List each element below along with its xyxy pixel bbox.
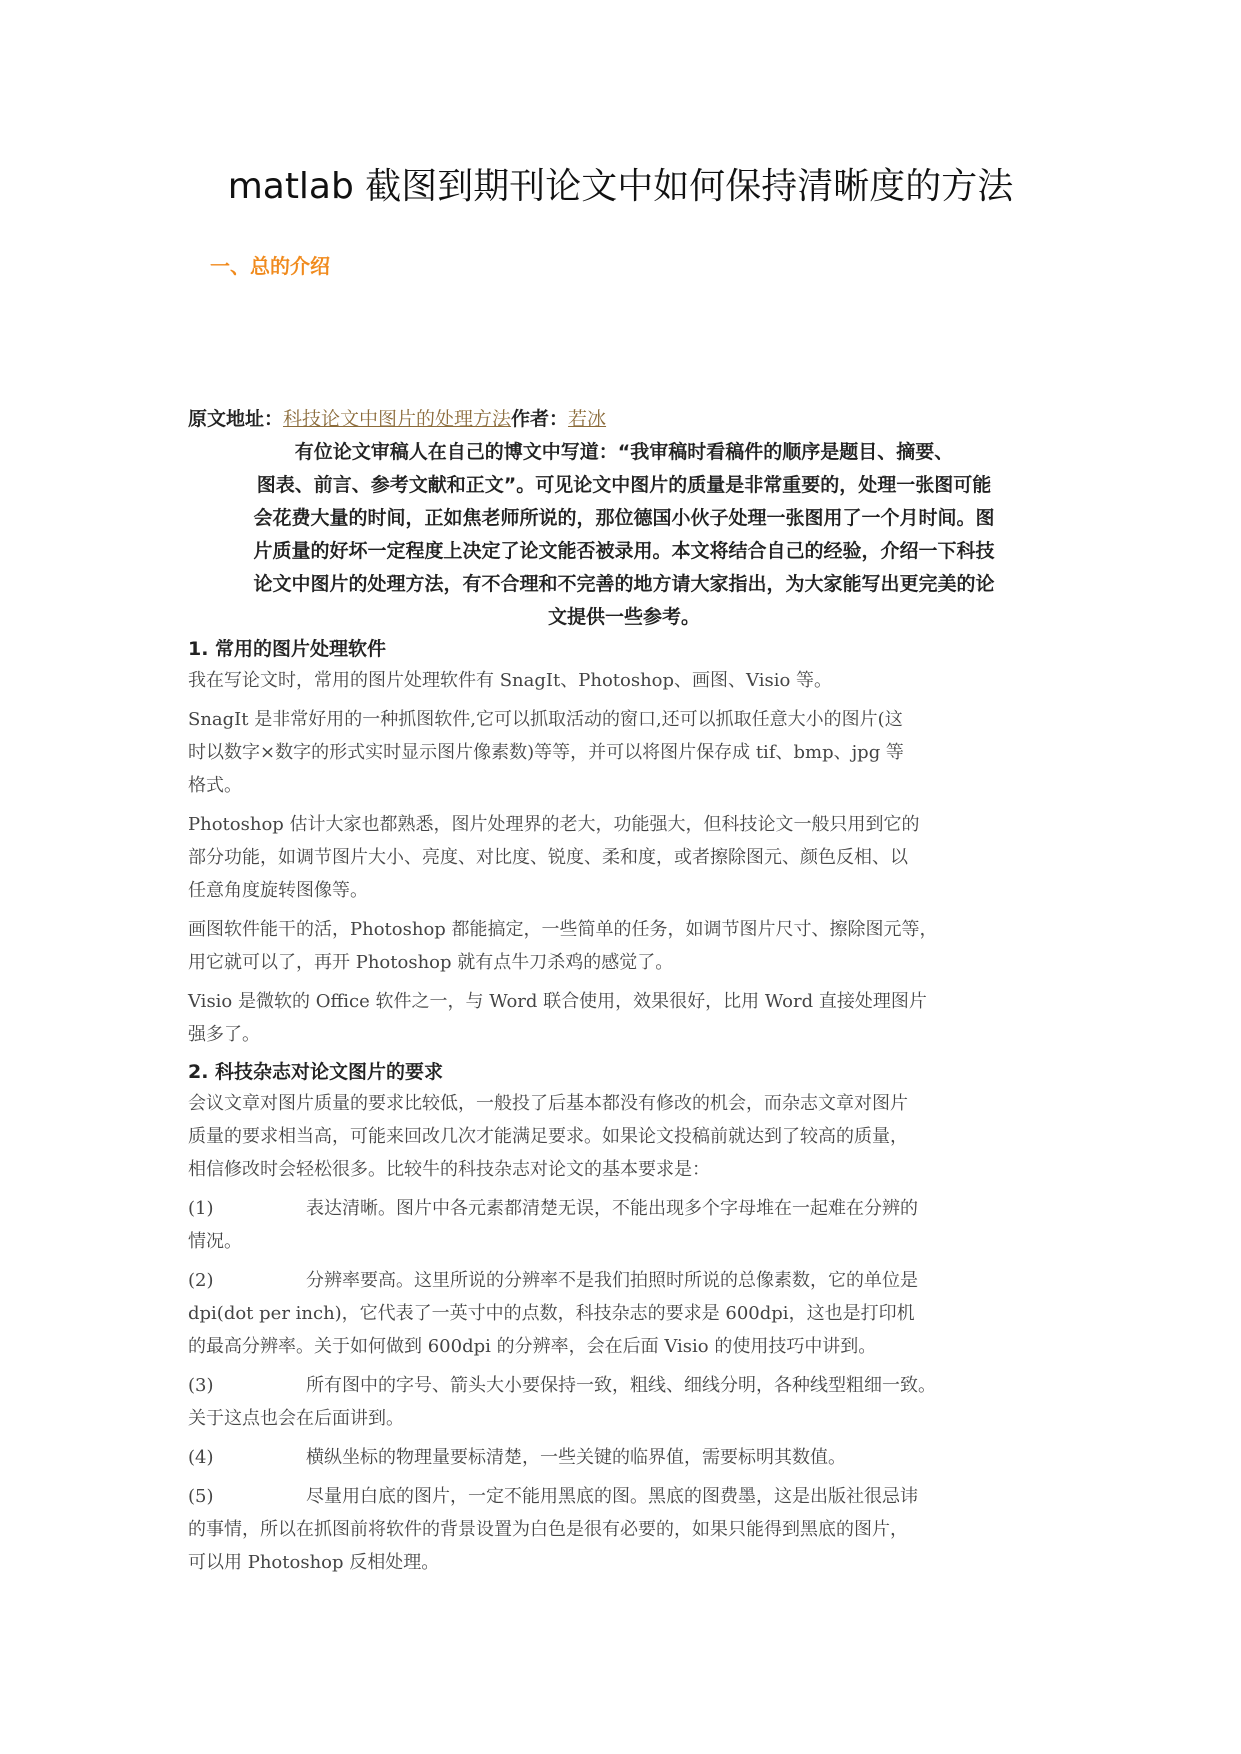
requirement-item-4	[188, 1441, 1060, 1474]
paragraph-line: 相信修改时会轻松很多。比较牛的科技杂志对论文的基本要求是：	[188, 1159, 710, 1180]
section-1-heading: 1. 常用的图片处理软件	[188, 638, 387, 660]
paragraph-line: 质量的要求相当高，可能来回改几次才能满足要求。如果论文投稿前就达到了较高的质量，	[188, 1126, 908, 1147]
paragraph-line: Visio 是微软的 Office 软件之一，与 Word 联合使用，效果很好，比用 Word 直接处理图片	[188, 991, 927, 1012]
paragraph-line: 部分功能，如调节图片大小、亮度、对比度、锐度、柔和度，或者擦除图元、颜色反相、以	[188, 847, 908, 868]
intro-line: 文提供一些参考。	[547, 606, 700, 628]
section-1-paragraph	[188, 913, 1060, 979]
item-line: 所有图中的字号、箭头大小要保持一致，粗线、细线分明，各种线型粗细一致。	[306, 1375, 936, 1396]
item-number: (3)	[188, 1375, 214, 1396]
document-body	[188, 404, 1060, 1585]
section-1-paragraph	[188, 985, 1060, 1051]
source-label: 原文地址：	[188, 408, 284, 430]
requirement-item-2	[188, 1264, 1060, 1363]
section-2-heading: 2. 科技杂志对论文图片的要求	[188, 1061, 444, 1083]
item-line: 情况。	[188, 1231, 242, 1252]
section-1-paragraph	[188, 664, 1060, 697]
item-line: 尽量用白底的图片，一定不能用黑底的图。黑底的图费墨，这是出版社很忌讳	[306, 1486, 918, 1507]
section-heading-intro: 一、总的介绍	[210, 254, 330, 278]
author-link[interactable]: 若冰	[568, 408, 607, 430]
paragraph-line: 用它就可以了，再开 Photoshop 就有点牛刀杀鸡的感觉了。	[188, 952, 674, 973]
author-label: 作者：	[511, 408, 569, 430]
item-number: (2)	[188, 1270, 214, 1291]
requirement-item-5	[188, 1480, 1060, 1579]
intro-line: 片质量的好坏一定程度上决定了论文能否被录用。本文将结合自己的经验，介绍一下科技	[253, 540, 995, 562]
paragraph-line: 画图软件能干的活，Photoshop 都能搞定，一些简单的任务，如调节图片尺寸、擦除图元等，	[188, 919, 938, 940]
paragraph-line: 时以数字×数字的形式实时显示图片像素数)等等，并可以将图片保存成 tif、bmp、jpg 等	[188, 742, 904, 763]
paragraph-line: 格式。	[188, 775, 242, 796]
item-number: (1)	[188, 1198, 214, 1219]
item-line: dpi(dot per inch)，它代表了一英寸中的点数，科技杂志的要求是 600dpi，这也是打印机	[188, 1303, 915, 1324]
item-line: 的最高分辨率。关于如何做到 600dpi 的分辨率，会在后面 Visio 的使用技巧中讲到。	[188, 1336, 877, 1357]
requirement-item-3	[188, 1369, 1060, 1435]
item-line: 关于这点也会在后面讲到。	[188, 1408, 404, 1429]
intro-line: 图表、前言、参考文献和正文”。可见论文中图片的质量是非常重要的，处理一张图可能	[256, 474, 992, 496]
intro-line: 会花费大量的时间，正如焦老师所说的，那位德国小伙子处理一张图用了一个月时间。图	[253, 507, 995, 529]
document-title: matlab 截图到期刊论文中如何保持清晰度的方法	[227, 166, 1014, 207]
intro-line: 论文中图片的处理方法，有不合理和不完善的地方请大家指出，为大家能写出更完美的论	[253, 573, 995, 595]
requirement-item-1	[188, 1192, 1060, 1258]
paragraph-line: 会议文章对图片质量的要求比较低，一般投了后基本都没有修改的机会，而杂志文章对图片	[188, 1093, 908, 1114]
intro-line: 有位论文审稿人在自己的博文中写道：“我审稿时看稿件的顺序是题目、摘要、	[294, 441, 954, 463]
paragraph-line: Photoshop 估计大家也都熟悉，图片处理界的老大，功能强大，但科技论文一般只用到它的	[188, 814, 920, 835]
item-number: (4)	[188, 1447, 214, 1468]
paragraph-line: 任意角度旋转图像等。	[188, 880, 368, 901]
intro-paragraph	[188, 436, 1060, 634]
item-line: 横纵坐标的物理量要标清楚，一些关键的临界值，需要标明其数值。	[306, 1447, 846, 1468]
paragraph-line: 我在写论文时，常用的图片处理软件有 SnagIt、Photoshop、画图、Visio 等。	[188, 670, 833, 691]
paragraph-line: SnagIt 是非常好用的一种抓图软件,它可以抓取活动的窗口,还可以抓取任意大小的图片(这	[188, 709, 903, 730]
item-number: (5)	[188, 1486, 214, 1507]
section-2-intro	[188, 1087, 1060, 1186]
section-1-paragraph	[188, 808, 1060, 907]
source-link[interactable]: 科技论文中图片的处理方法	[283, 408, 512, 430]
item-line: 表达清晰。图片中各元素都清楚无误，不能出现多个字母堆在一起难在分辨的	[306, 1198, 918, 1219]
item-line: 的事情，所以在抓图前将软件的背景设置为白色是很有必要的，如果只能得到黑底的图片，	[188, 1519, 908, 1540]
item-line: 分辨率要高。这里所说的分辨率不是我们拍照时所说的总像素数，它的单位是	[306, 1270, 918, 1291]
source-line	[188, 404, 1060, 434]
item-line: 可以用 Photoshop 反相处理。	[188, 1552, 440, 1573]
section-1-paragraph	[188, 703, 1060, 802]
paragraph-line: 强多了。	[188, 1024, 260, 1045]
